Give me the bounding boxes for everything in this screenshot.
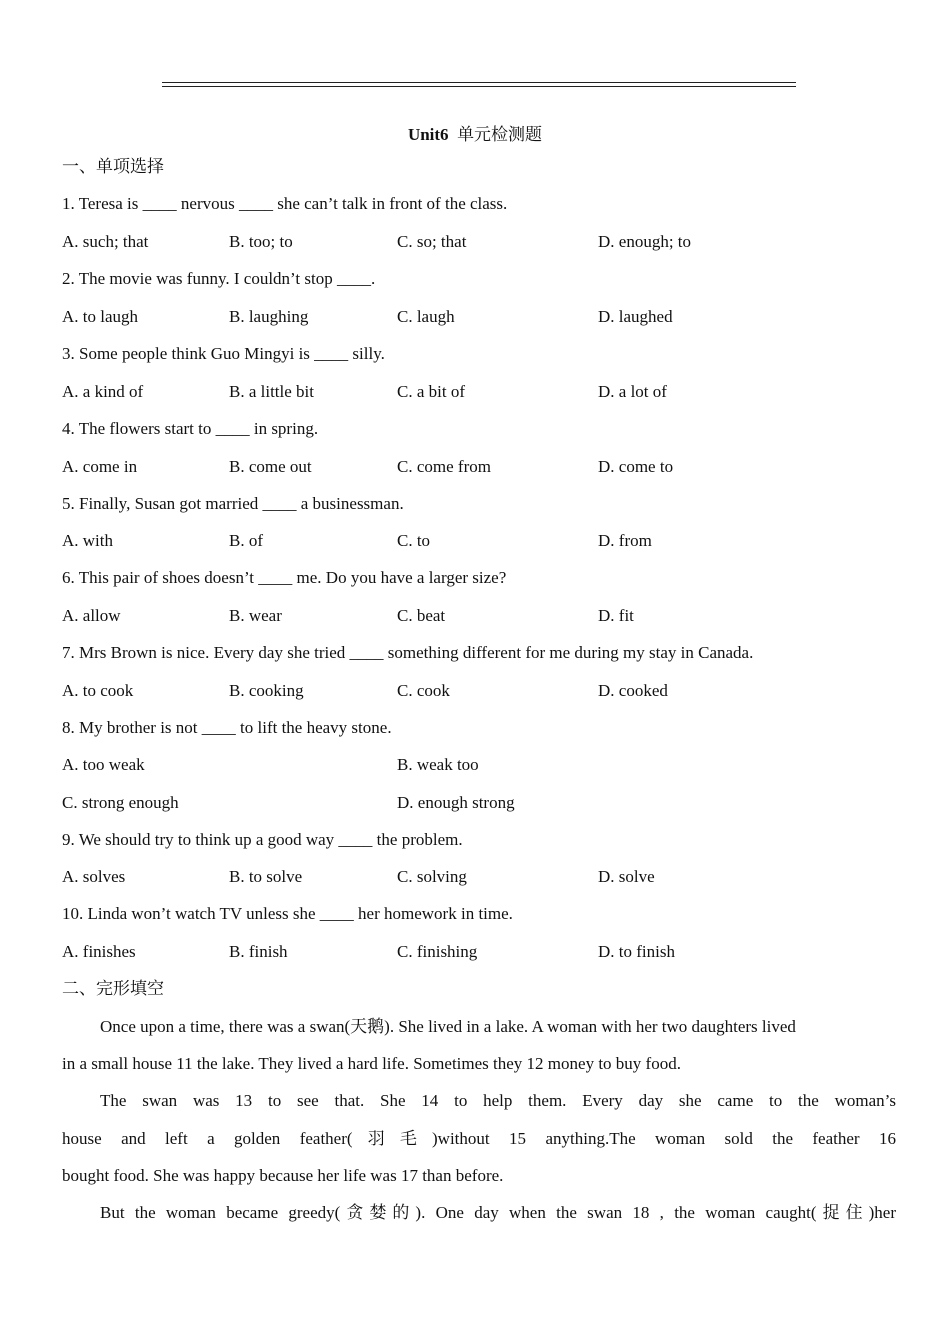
option-c: C. solving bbox=[397, 867, 467, 886]
question-stem: 9. We should try to think up a good way ____ the problem. bbox=[62, 830, 463, 849]
question-stem: 6. This pair of shoes doesn’t ____ me. Do you have a larger size? bbox=[62, 568, 507, 587]
option-b: B. too; to bbox=[229, 232, 293, 251]
option-a: A. solves bbox=[62, 867, 126, 886]
cloze-paragraph-1-line-1: Once upon a time, there was a swan(天鹅). She lived in a lake. A woman with her two daughters lived bbox=[100, 1017, 796, 1036]
option-c: C. beat bbox=[397, 606, 446, 625]
option-c: C. so; that bbox=[397, 232, 467, 251]
option-a: A. come in bbox=[62, 457, 138, 476]
section-heading-cloze: 二、完形填空 bbox=[62, 979, 164, 998]
question-stem: 5. Finally, Susan got married ____ a businessman. bbox=[62, 494, 404, 513]
option-a: A. to cook bbox=[62, 681, 134, 700]
option-d: D. enough strong bbox=[397, 793, 515, 812]
option-d: D. cooked bbox=[598, 681, 668, 700]
option-a: A. too weak bbox=[62, 755, 145, 774]
option-b: B. to solve bbox=[229, 867, 303, 886]
option-c: C. laugh bbox=[397, 307, 455, 326]
question-stem: 3. Some people think Guo Mingyi is ____ silly. bbox=[62, 344, 385, 363]
section-heading-single-choice: 一、单项选择 bbox=[62, 157, 164, 176]
option-b: B. laughing bbox=[229, 307, 309, 326]
option-d: D. solve bbox=[598, 867, 655, 886]
question-stem: 4. The flowers start to ____ in spring. bbox=[62, 419, 319, 438]
header-double-rule bbox=[162, 82, 796, 87]
option-d: D. fit bbox=[598, 606, 634, 625]
option-b: B. wear bbox=[229, 606, 282, 625]
option-a: A. finishes bbox=[62, 942, 136, 961]
option-b: B. a little bit bbox=[229, 382, 314, 401]
option-b: B. cooking bbox=[229, 681, 304, 700]
option-d: D. come to bbox=[598, 457, 674, 476]
option-b: B. come out bbox=[229, 457, 312, 476]
option-a: A. to laugh bbox=[62, 307, 139, 326]
option-d: D. a lot of bbox=[598, 382, 667, 401]
option-b: B. of bbox=[229, 531, 263, 550]
cloze-paragraph-3-line-1: But the woman became greedy(贪婪的). One day when the swan 18 , the woman caught(捉住)her bbox=[100, 1203, 896, 1222]
option-a: A. a kind of bbox=[62, 382, 144, 401]
title-text: 单元检测题 bbox=[457, 125, 543, 144]
question-stem: 8. My brother is not ____ to lift the heavy stone. bbox=[62, 718, 392, 737]
option-c: C. come from bbox=[397, 457, 491, 476]
option-c: C. strong enough bbox=[62, 793, 179, 812]
question-stem: 1. Teresa is ____ nervous ____ she can’t talk in front of the class. bbox=[62, 194, 508, 213]
option-c: C. finishing bbox=[397, 942, 478, 961]
option-c: C. to bbox=[397, 531, 431, 550]
option-d: D. enough; to bbox=[598, 232, 692, 251]
option-a: A. such; that bbox=[62, 232, 149, 251]
cloze-paragraph-2-line-3: bought food. She was happy because her life was 17 than before. bbox=[62, 1166, 504, 1185]
page-title bbox=[0, 120, 950, 145]
question-stem: 7. Mrs Brown is nice. Every day she tried ____ something different for me during my stay in Canada. bbox=[62, 643, 754, 662]
option-a: A. allow bbox=[62, 606, 121, 625]
cloze-paragraph-2-line-1: The swan was 13 to see that. She 14 to help them. Every day she came to the woman’s bbox=[100, 1091, 896, 1110]
cloze-paragraph-2-line-2: house and left a golden feather(羽毛)without 15 anything.The woman sold the feather 16 bbox=[62, 1129, 896, 1148]
option-d: D. from bbox=[598, 531, 652, 550]
question-stem: 2. The movie was funny. I couldn’t stop ____. bbox=[62, 269, 376, 288]
option-b: B. finish bbox=[229, 942, 288, 961]
question-stem: 10. Linda won’t watch TV unless she ____ her homework in time. bbox=[62, 904, 513, 923]
option-c: C. cook bbox=[397, 681, 450, 700]
option-a: A. with bbox=[62, 531, 113, 550]
option-c: C. a bit of bbox=[397, 382, 465, 401]
cloze-paragraph-1-line-2: in a small house 11 the lake. They lived a hard life. Sometimes they 12 money to buy food. bbox=[62, 1054, 681, 1073]
option-b: B. weak too bbox=[397, 755, 479, 774]
title-unit: Unit6 bbox=[407, 125, 449, 144]
option-d: D. to finish bbox=[598, 942, 675, 961]
option-d: D. laughed bbox=[598, 307, 673, 326]
